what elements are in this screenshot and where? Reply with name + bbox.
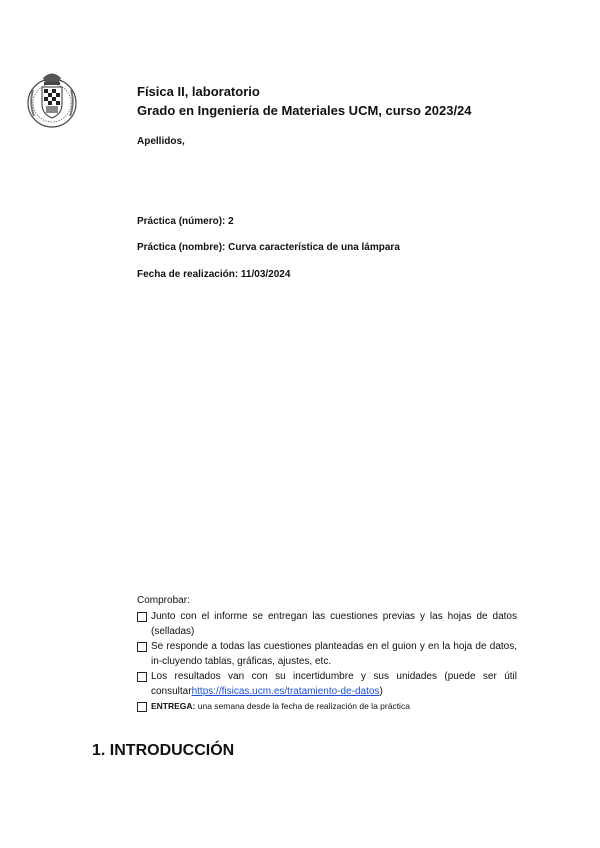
checklist-item-text: Junto con el informe se entregan las cuestiones previas y las hojas de datos (selladas) — [151, 611, 517, 637]
checklist-item — [137, 609, 517, 639]
fecha-field: Fecha de realización: 11/03/2024 — [137, 269, 291, 280]
tratamiento-datos-link[interactable]: https://fisicas.ucm.es/tratamiento-de-datos — [191, 686, 380, 697]
checkbox[interactable] — [137, 702, 147, 712]
checklist-item-text — [151, 669, 517, 699]
checklist-item3-text: Los resultados van con su incertidumbre y sus unidades (puede ser útil consultar — [151, 671, 517, 697]
checklist-item3-close: ) — [379, 686, 383, 697]
apellidos-field: Apellidos, — [137, 136, 185, 147]
practica-numero-field: Práctica (número): 2 — [137, 216, 234, 227]
checklist-item — [137, 699, 517, 714]
checkbox[interactable] — [137, 672, 147, 682]
practica-nombre-field: Práctica (nombre): Curva característica de una lámpara — [137, 242, 400, 253]
ucm-seal-icon — [25, 70, 79, 132]
checklist-item — [137, 669, 517, 699]
checklist-item-text: Se responde a todas las cuestiones planteadas en el guion y en la hoja de datos, in-cluyendo tablas, gráficas, ajustes, etc. — [151, 641, 517, 667]
checkbox[interactable] — [137, 612, 147, 622]
course-line: Grado en Ingeniería de Materiales UCM, curso 2023/24 — [137, 103, 472, 118]
checkbox[interactable] — [137, 642, 147, 652]
checklist — [137, 593, 517, 714]
checklist-item — [137, 639, 517, 669]
section-heading: 1. INTRODUCCIÓN — [92, 742, 235, 759]
entrega-label: ENTREGA: — [151, 701, 196, 711]
checklist-item-text — [151, 699, 517, 714]
entrega-text: una semana desde la fecha de realización de la práctica — [195, 701, 410, 711]
document-title: Física II, laboratorio — [137, 84, 260, 99]
checklist-heading: Comprobar: — [137, 595, 190, 606]
